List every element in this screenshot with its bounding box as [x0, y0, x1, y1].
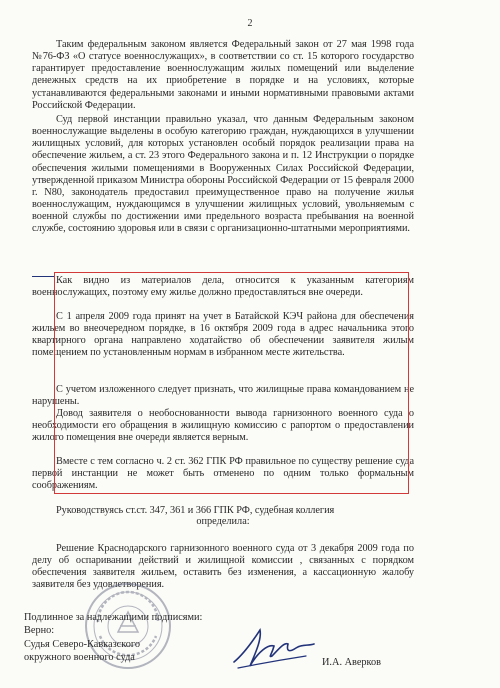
- paragraph-first-instance: Суд первой инстанции правильно указал, что данным Федеральным законом военнослужащие выделены в особую категорию граждан, нуждающихся в улучшении жилищных условий, для которых установлен особый порядок реализации права на обеспечение жильем, а ст. 23 этого Федерального закона и п. 12 Инструкции о порядке обеспечения жилыми помещениями в Вооруженных Силах Российской Федерации, утвержденной приказом Министра обороны Российской Федерации от 15 февраля 2000 г. N80, законодатель предоставил преимущественное право на получение жилья военнослужащим, нуждающимся в улучшении жилищных условий, увольняемым с военной службы по достижении ими предельного возраста пребывания на военной службе, состоянию здоровья или в связи с организационно-штатными мероприятиями.: [32, 114, 414, 235]
- original-note: Подлинное за надлежащими подписями:: [24, 612, 203, 623]
- signature-block: [24, 612, 202, 664]
- paragraph-case-materials: Как видно из материалов дела, относится к указанным категориям военнослужащих, поэтому ему жилье должно предоставляться вне очереди.: [32, 275, 414, 299]
- paragraph-registration: С 1 апреля 2009 года принят на учет в Батайской КЭЧ района для обеспечения жильем во внеочередном порядке, в 16 октября 2009 года в адрес начальника этого квартирного органа направлено ходатайство об обеспечении заявителя жилым помещением по установленным нормам в избранном месте жительства.: [32, 311, 414, 359]
- page-number: 2: [247, 18, 253, 29]
- judge-title-line2: окружного военного суда: [24, 651, 135, 663]
- judge-name: И.А. Аверков: [322, 657, 382, 668]
- paragraph-law-reference: Таким федеральным законом является Федеральный закон от 27 мая 1998 года №76-ФЗ «О статусе военнослужащих», в соответствии со ст. 15 которого государство гарантирует предоставление военнослужащим жилых помещений или выделение денежных средств на их приобретение в порядке и на условиях, которые устанавливаются федеральными законами и иными нормативными правовыми актами Российской Федерации.: [32, 39, 414, 111]
- paragraph-guided-by: Руководствуясь ст.ст. 347, 361 и 366 ГПК РФ, судебная коллегия: [56, 505, 335, 516]
- paragraph-argument: Довод заявителя о необоснованности вывода гарнизонного военного суда о необходимости его обращения в жилищную комиссию с рапортом о предоставлении жилого помещения вне очереди является верным.: [32, 408, 414, 444]
- paragraph-formal-grounds: Вместе с тем согласно ч. 2 ст. 362 ГПК РФ правильное по существу решение суда первой инстанции не может быть отменено по одним только формальным соображениям.: [32, 456, 414, 492]
- paragraph-ruling: Решение Краснодарского гарнизонного военного суда от 3 декабря 2009 года по делу об оспаривании действий и жилищной комиссии , связанных с порядком обеспечения заявителя жильем, оставить без изменения, а кассационную жалобу заявителя без удовлетворения.: [32, 543, 414, 591]
- pen-mark: [32, 276, 54, 277]
- highlight-box: [54, 272, 409, 494]
- ruling-heading: определила:: [196, 516, 250, 527]
- handwritten-signature-icon: [228, 622, 320, 676]
- true-copy-label: Верно:: [24, 624, 55, 636]
- paragraph-rights: С учетом изложенного следует признать, что жилищные права командованием не нарушены.: [32, 384, 414, 408]
- judge-title-line1: Судья Северо-Кавказского: [24, 639, 140, 651]
